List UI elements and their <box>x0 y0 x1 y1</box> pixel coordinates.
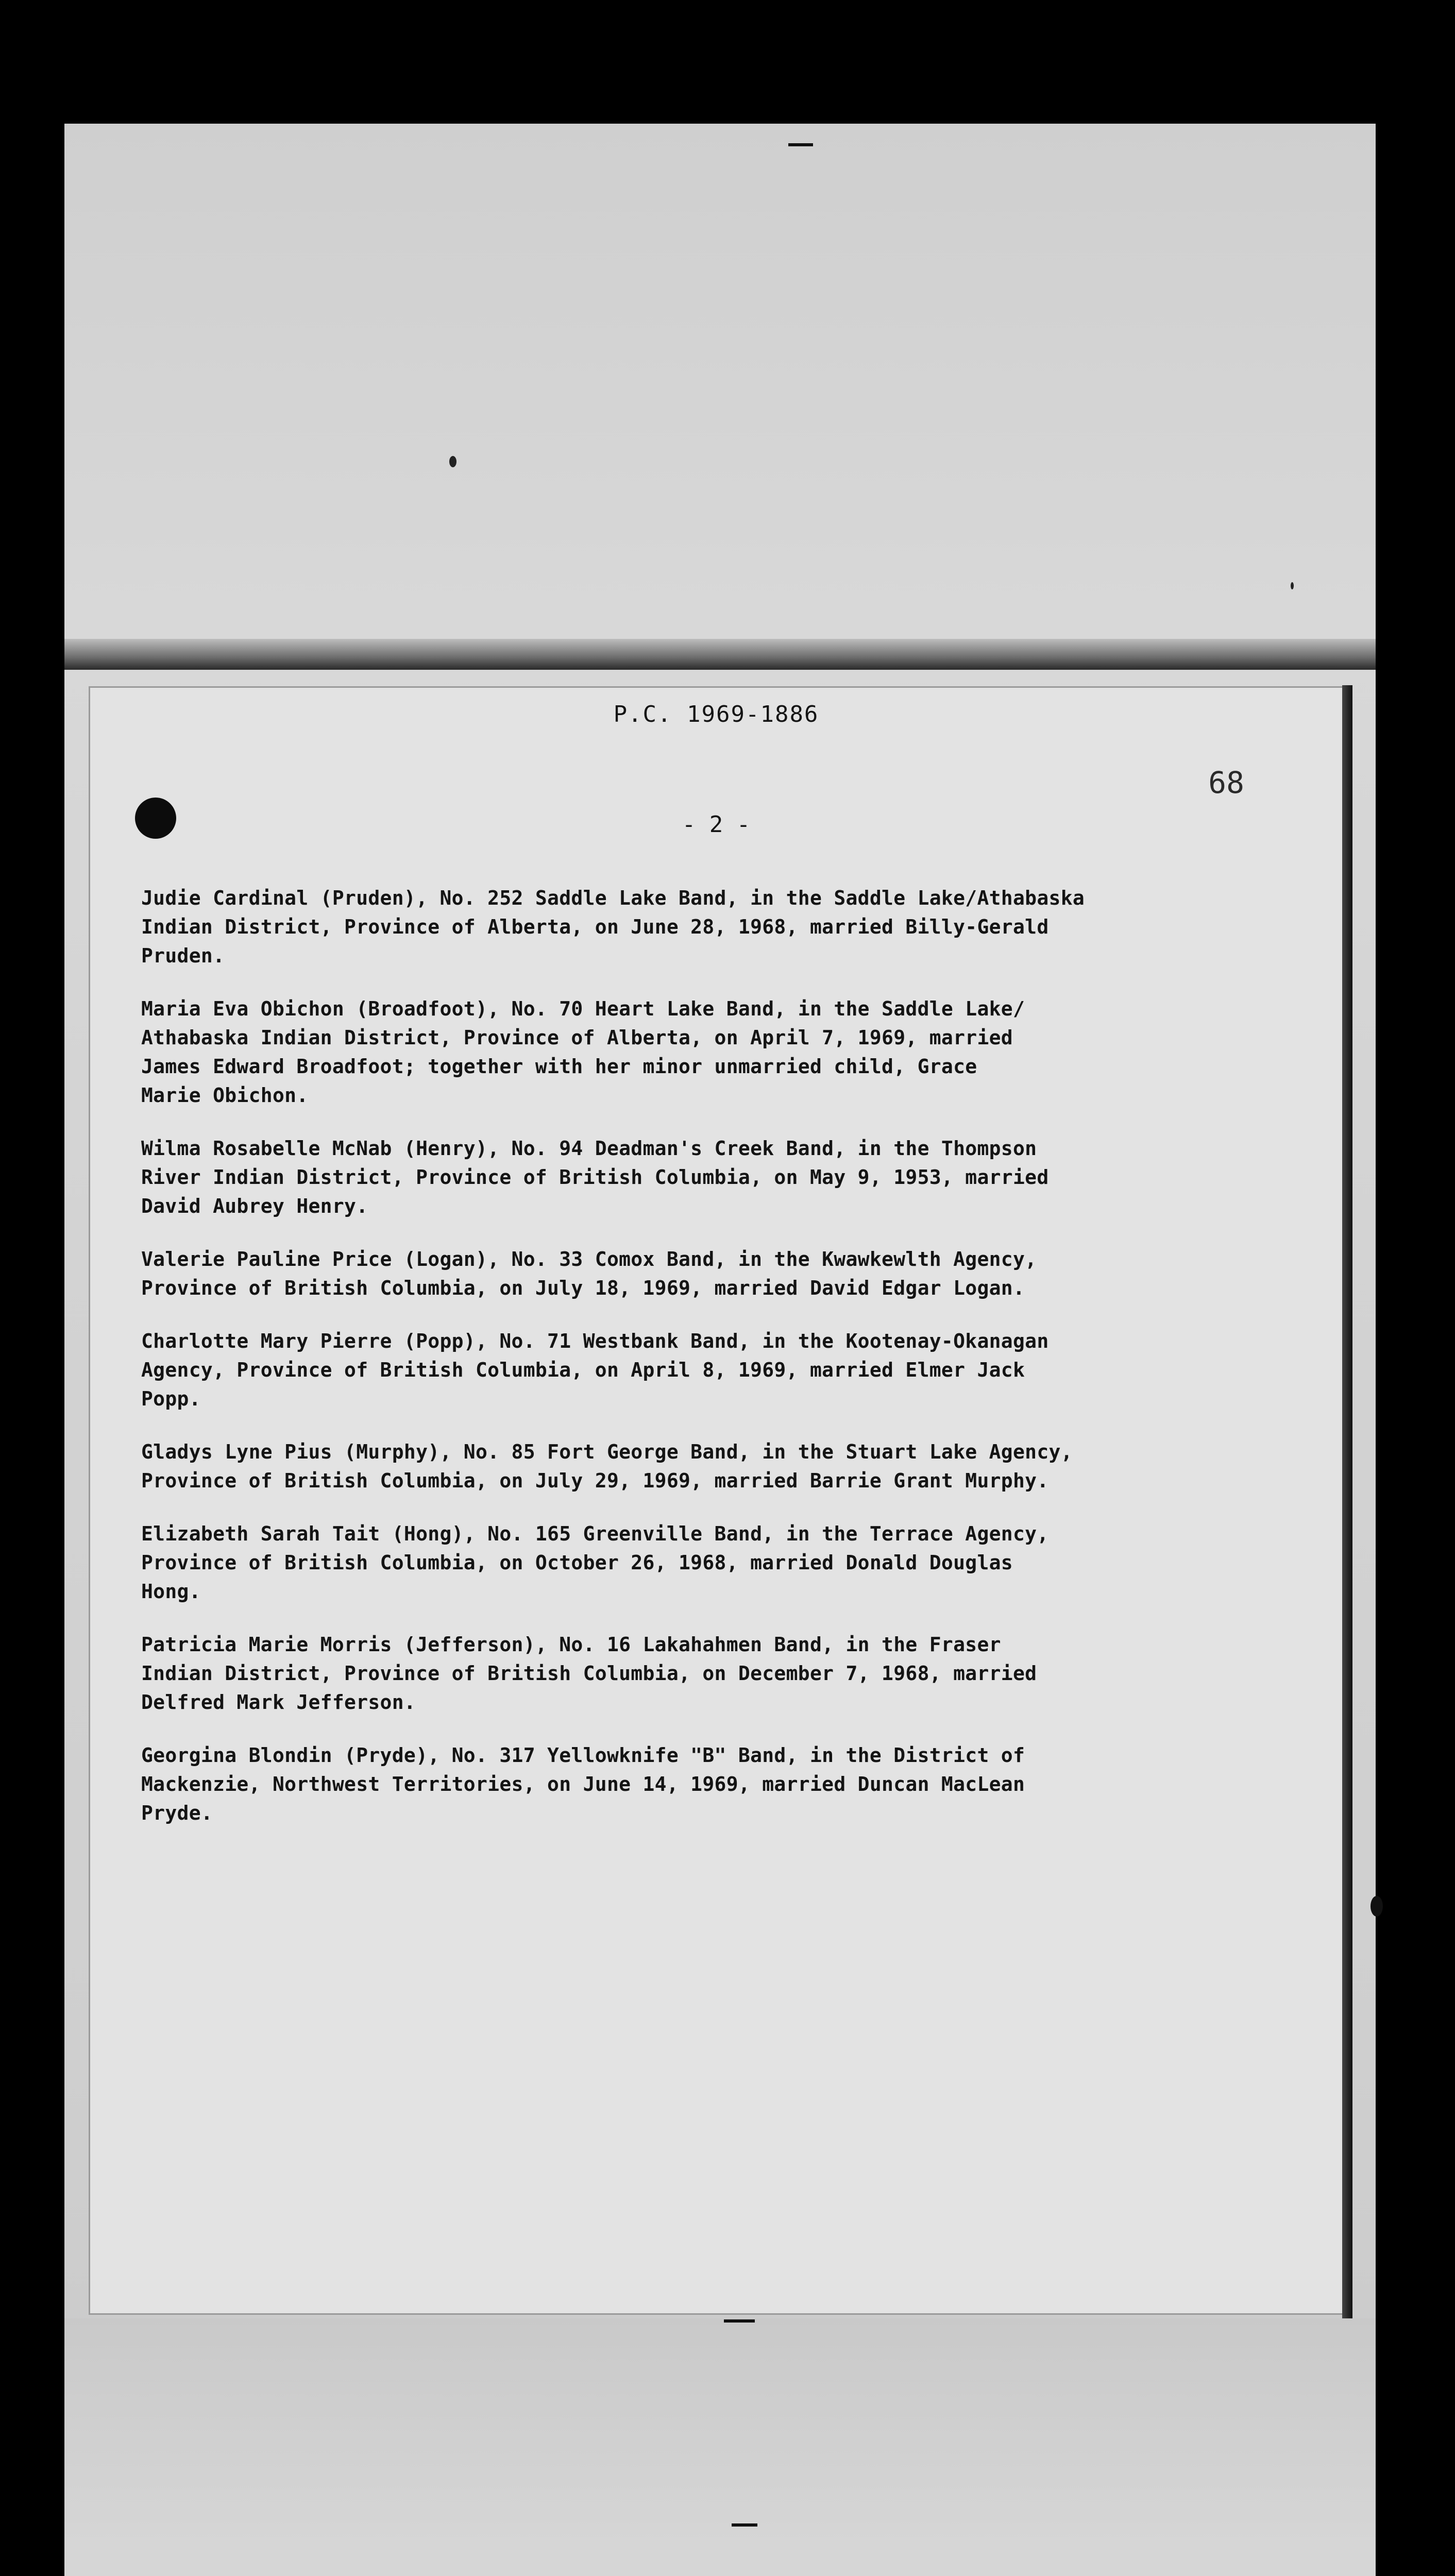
film-tick-middle <box>724 2319 755 2323</box>
order-number-header: P.C. 1969-1886 <box>613 701 819 727</box>
folio-number: 68 <box>1208 765 1244 800</box>
film-tick-lower <box>732 2523 757 2527</box>
entry-paragraph: Wilma Rosabelle McNab (Henry), No. 94 Deadman's Creek Band, in the Thompson River Indian District, Province of British Columbia, on May 9, 1953, married David Aubrey Henry. <box>141 1137 1049 1217</box>
hole-punch <box>135 798 176 839</box>
film-speck <box>449 456 456 467</box>
page-counter: - 2 - <box>682 811 751 838</box>
enfranchisement-entries <box>141 884 1218 1852</box>
film-edge-mark <box>1371 1896 1383 1917</box>
entry-paragraph: Judie Cardinal (Pruden), No. 252 Saddle Lake Band, in the Saddle Lake/Athabaska Indian District, Province of Alberta, on June 28, 1968, married Billy-Gerald Pruden. <box>141 887 1085 967</box>
entry-paragraph: Patricia Marie Morris (Jefferson), No. 16 Lakahahmen Band, in the Fraser Indian District, Province of British Columbia, on December 7, 1968, married Delfred Mark Jefferson. <box>141 1633 1037 1714</box>
entry-paragraph: Elizabeth Sarah Tait (Hong), No. 165 Greenville Band, in the Terrace Agency, Province of British Columbia, on October 26, 1968, married Donald Douglas Hong. <box>141 1522 1049 1603</box>
entry-paragraph: Gladys Lyne Pius (Murphy), No. 85 Fort George Band, in the Stuart Lake Agency, Province of British Columbia, on July 29, 1969, married Barrie Grant Murphy. <box>141 1440 1073 1492</box>
entry-paragraph: Maria Eva Obichon (Broadfoot), No. 70 Heart Lake Band, in the Saddle Lake/ Athabaska Indian District, Province of Alberta, on April 7, 1969, married James Edward Broadfoot; together with her minor unmarried child, Grace Marie Obichon. <box>141 997 1025 1107</box>
entry-paragraph: Valerie Pauline Price (Logan), No. 33 Comox Band, in the Kwawkewlth Agency, Province of British Columbia, on July 18, 1969, married David Edgar Logan. <box>141 1248 1037 1299</box>
entry-paragraph: Georgina Blondin (Pryde), No. 317 Yellowknife "B" Band, in the District of Mackenzie, Northwest Territories, on June 14, 1969, married Duncan MacLean Pryde. <box>141 1744 1025 1824</box>
page-edge-shadow <box>1342 685 1352 2318</box>
film-speck <box>1291 582 1294 589</box>
film-lower-blank <box>64 2318 1376 2576</box>
entry-paragraph: Charlotte Mary Pierre (Popp), No. 71 Westbank Band, in the Kootenay-Okanagan Agency, Province of British Columbia, on April 8, 1969, married Elmer Jack Popp. <box>141 1330 1049 1410</box>
page-top-shadow <box>64 639 1376 670</box>
film-tick-top <box>788 143 813 146</box>
